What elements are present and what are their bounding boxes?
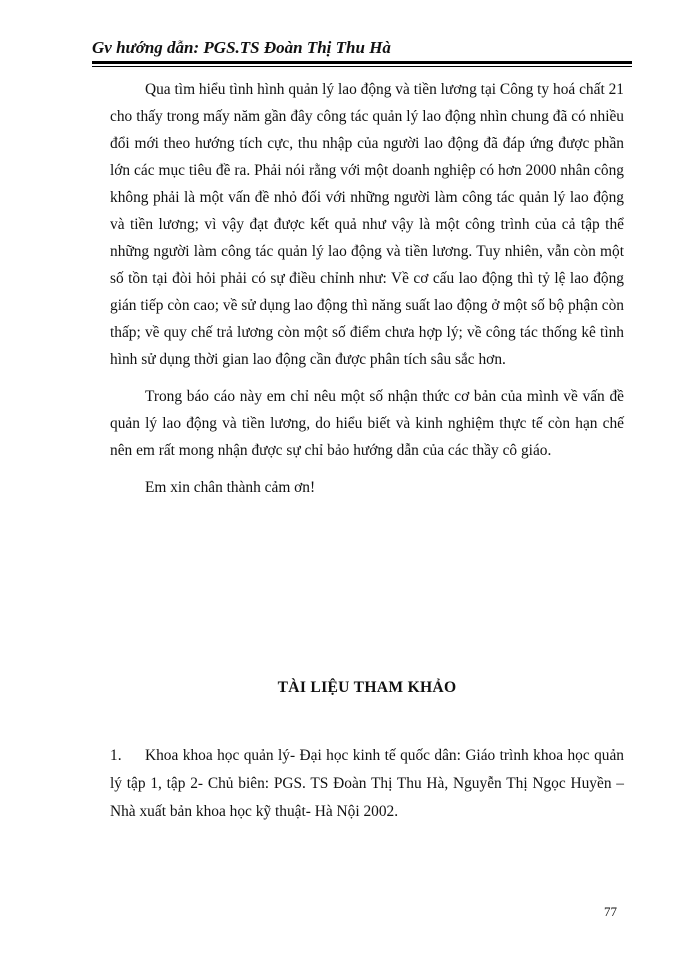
paragraph-report-note: Trong báo cáo này em chỉ nêu một số nhận thức cơ bản của mình về vấn đề quản lý lao động và tiền lương, do hiểu biết và kinh nghiệm thực tế còn hạn chế nên em rất mong nhận được sự chỉ bảo hướng dẫn của các thầy cô giáo. <box>110 388 624 459</box>
reference-text: Khoa khoa học quản lý- Đại học kinh tế quốc dân: Giáo trình khoa học quản lý tập 1, tập 2- Chủ biên: PGS. TS Đoàn Thị Thu Hà, Nguyễn Thị Ngọc Huyền – Nhà xuất bản khoa học kỹ thuật- Hà Nội 2002. <box>110 747 624 820</box>
reference-item <box>110 742 624 826</box>
header-rule-thick <box>92 61 632 64</box>
header-title: Gv hướng dẫn: PGS.TS Đoàn Thị Thu Hà <box>92 38 391 57</box>
references-list <box>110 742 624 826</box>
reference-number: 1. <box>110 747 122 764</box>
references-heading: TÀI LIỆU THAM KHẢO <box>277 679 457 696</box>
header-rule-thin <box>92 66 632 67</box>
body-text <box>110 76 624 511</box>
paragraph-thanks: Em xin chân thành cảm ơn! <box>145 479 316 496</box>
paragraph-conclusion: Qua tìm hiểu tình hình quản lý lao động và tiền lương tại Công ty hoá chất 21 cho thấy trong mấy năm gần đây công tác quản lý lao động nhìn chung đã có nhiều đổi mới theo hướng tích cực, thu nhập của người lao động đã đáp ứng được phần lớn các mục tiêu đề ra. Phải nói rằng với một doanh nghiệp có hơn 2000 nhân công không phải là một vấn đề nhỏ đối với những người làm công tác quản lý lao động và tiền lương; vì vậy đạt được kết quả như vậy là một công trình của cả tập thể những người làm công tác quản lý lao động và tiền lương. Tuy nhiên, vẫn còn một số tồn tại đòi hỏi phải có sự điều chỉnh như: Về cơ cấu lao động thì tỷ lệ lao động gián tiếp còn cao; về sử dụng lao động thì năng suất lao động ở một số bộ phận còn thấp; về quy chế trả lương còn một số điểm chưa hợp lý; về công tác thống kê tình hình sử dụng thời gian lao động cần được phân tích sâu sắc hơn. <box>110 81 624 368</box>
page-number: 77 <box>604 904 617 919</box>
page-header <box>92 36 632 66</box>
